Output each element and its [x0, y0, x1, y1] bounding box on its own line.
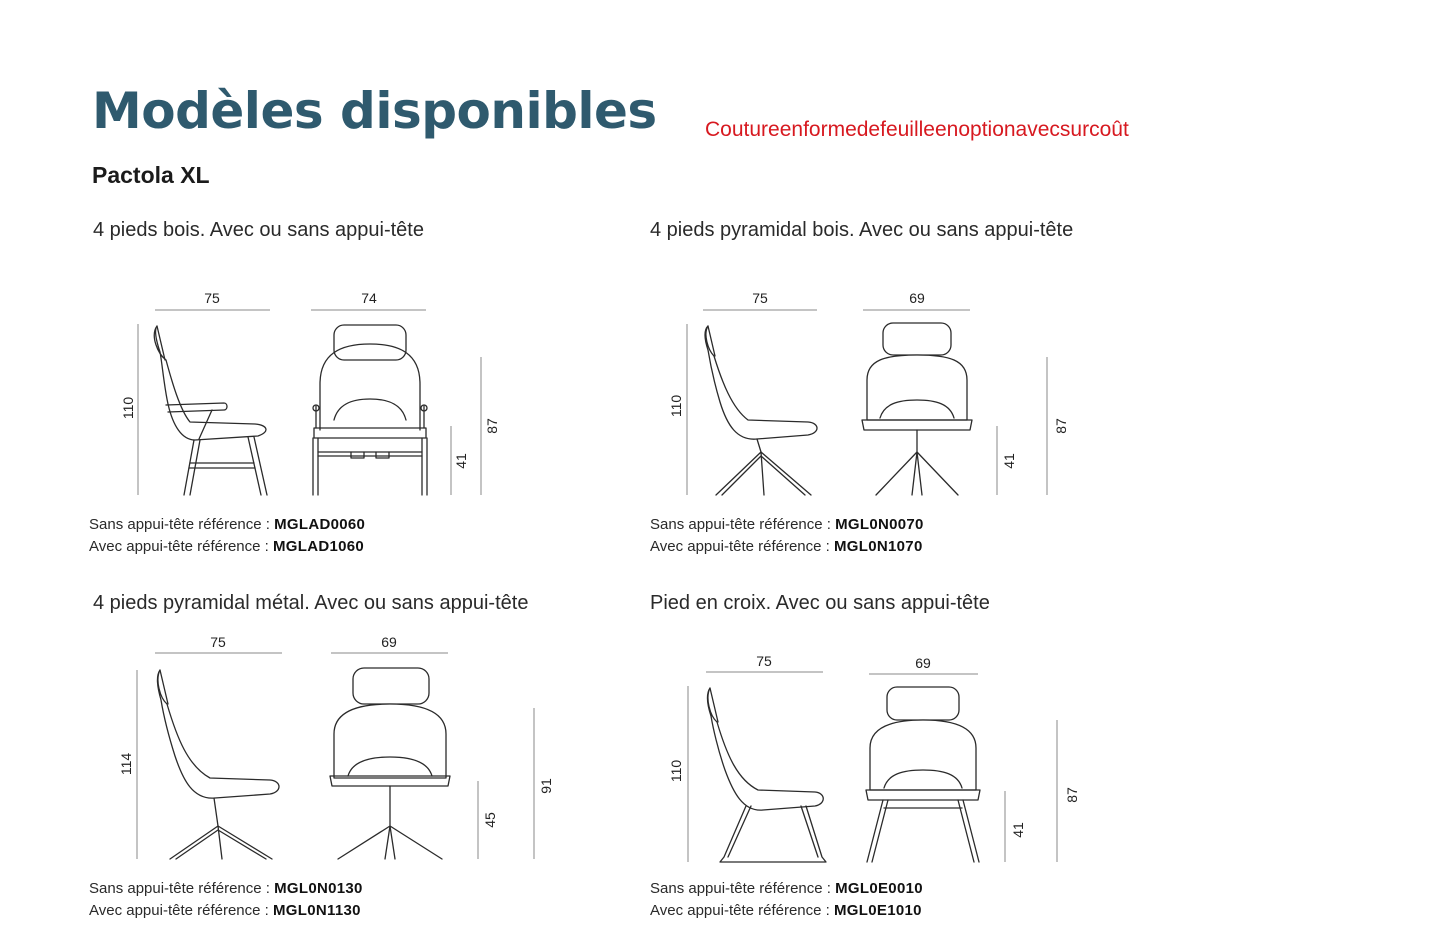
model-2-side-height: 110 — [668, 394, 684, 418]
model-4-side-height: 110 — [668, 759, 684, 783]
model-2-heading: 4 pieds pyramidal bois. Avec ou sans appui-tête — [650, 219, 1074, 241]
model-2-height: 87 — [1053, 418, 1069, 434]
model-2-side-width: 75 — [752, 290, 768, 306]
model-3-ref-without-label: Sans appui-tête référence : — [89, 880, 270, 897]
model-3-heading: 4 pieds pyramidal métal. Avec ou sans appui-tête — [93, 592, 529, 614]
model-2-ref-without-label: Sans appui-tête référence : — [650, 516, 831, 533]
model-1-ref-with-label: Avec appui-tête référence : — [89, 537, 269, 555]
model-1-side-width: 75 — [204, 290, 220, 306]
model-1-heading: 4 pieds bois. Avec ou sans appui-tête — [93, 219, 424, 241]
model-4-ref-without-label: Sans appui-tête référence : — [650, 880, 831, 897]
model-2-front-width: 69 — [909, 290, 925, 306]
model-3-side-width: 75 — [210, 634, 226, 650]
model-4-ref-without: MGL0E0010 — [835, 880, 923, 897]
model-3-front-width: 69 — [381, 634, 397, 650]
model-4-seat-height: 41 — [1010, 822, 1026, 838]
product-name: Pactola XL — [92, 162, 210, 188]
model-2-seat-height: 41 — [1001, 453, 1017, 469]
model-3-ref-without: MGL0N0130 — [274, 880, 363, 897]
model-1-ref-without-label: Sans appui-tête référence : — [89, 516, 270, 533]
model-4-front-width: 69 — [915, 655, 931, 671]
model-4-ref-with-label: Avec appui-tête référence : — [650, 901, 830, 919]
model-4-references — [650, 878, 923, 921]
model-2-ref-with: MGL0N1070 — [834, 537, 923, 555]
model-1-front-width: 74 — [361, 290, 377, 306]
page-title: Modèles disponibles — [92, 82, 657, 140]
model-2-ref-with-label: Avec appui-tête référence : — [650, 537, 830, 555]
model-1-ref-with: MGLAD1060 — [273, 537, 365, 555]
model-4-side-width: 75 — [756, 653, 772, 669]
model-3-seat-height: 45 — [482, 812, 498, 828]
model-3-ref-with-label: Avec appui-tête référence : — [89, 901, 269, 919]
model-2-ref-without: MGL0N0070 — [835, 516, 924, 533]
model-4-ref-with: MGL0E1010 — [834, 901, 922, 919]
model-3-ref-with: MGL0N1130 — [273, 901, 361, 919]
model-1-height: 87 — [484, 418, 500, 434]
model-1-seat-height: 41 — [453, 453, 469, 469]
option-note: Coutureenformedefeuilleenoptionavecsurcoût — [705, 118, 1129, 141]
model-1-side-height: 110 — [120, 396, 136, 420]
model-3-side-height: 114 — [118, 752, 134, 776]
model-1-ref-without: MGLAD0060 — [274, 516, 366, 533]
model-3-height: 91 — [538, 778, 554, 794]
model-4-height: 87 — [1064, 787, 1080, 803]
model-4-heading: Pied en croix. Avec ou sans appui-tête — [650, 592, 990, 614]
